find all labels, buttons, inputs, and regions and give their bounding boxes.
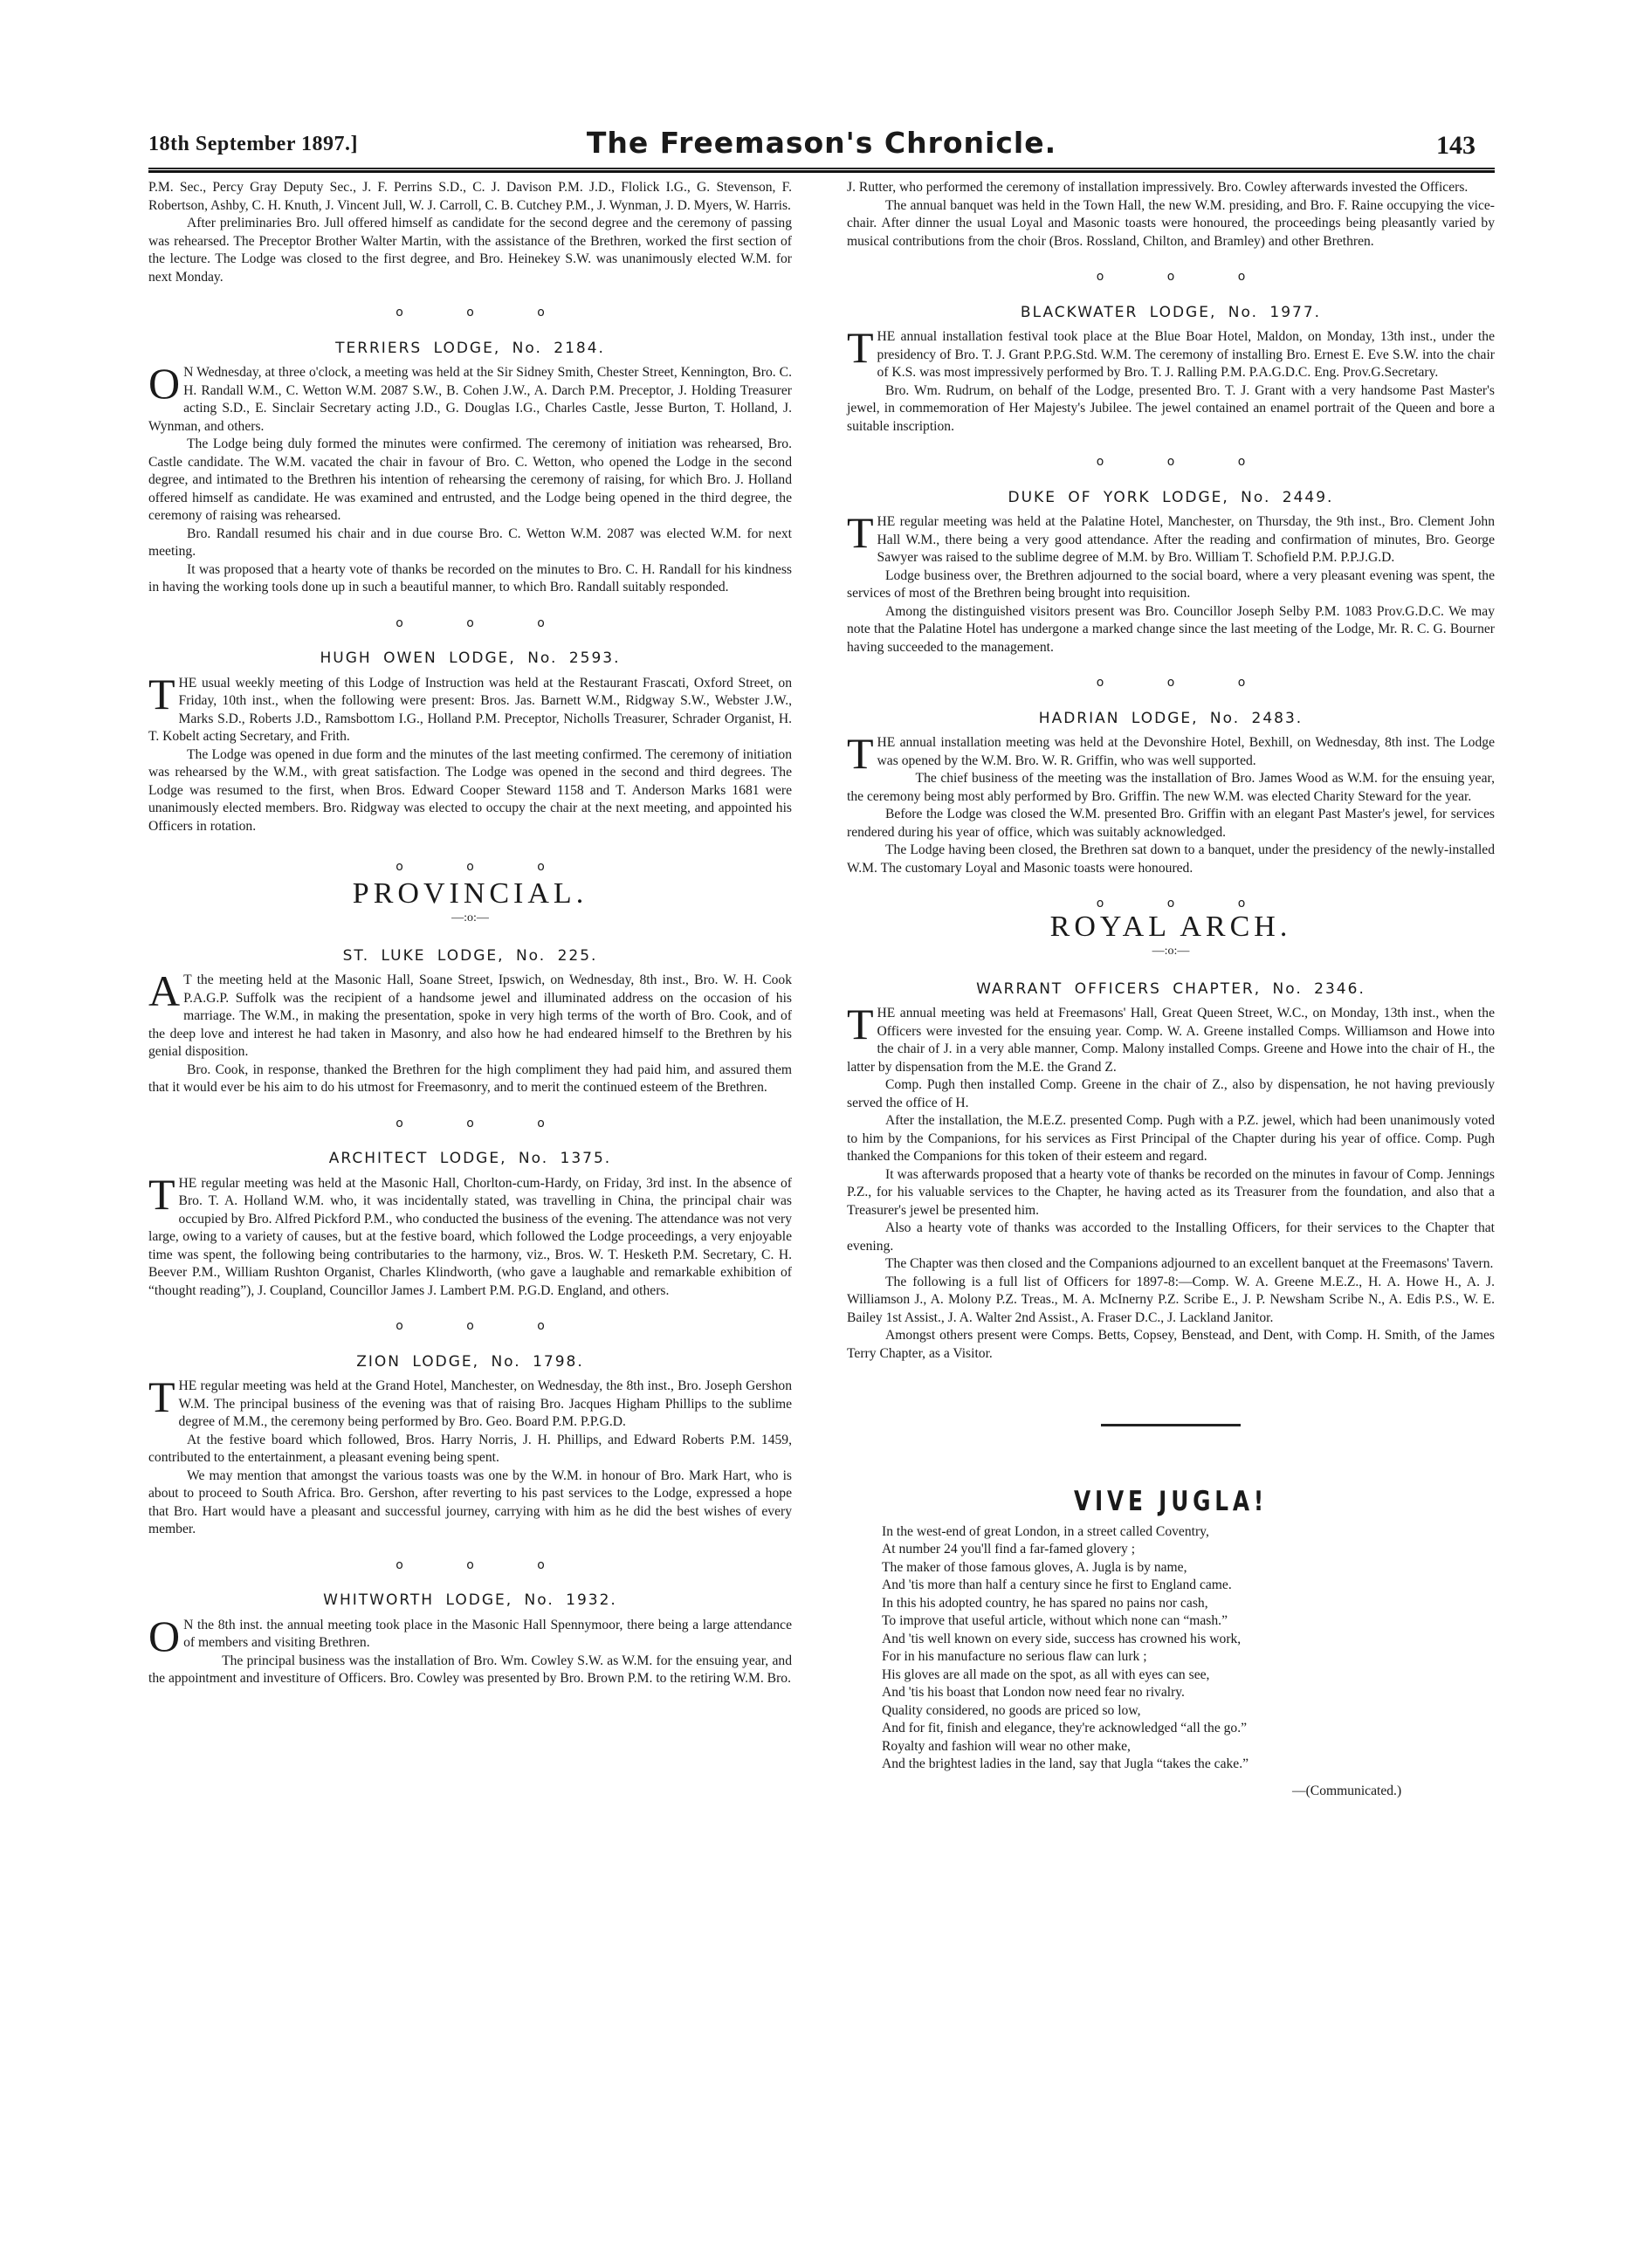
paragraph: At the festive board which followed, Bros. Harry Norris, J. H. Phillips, and Edward Roberts P.M. 1459, contributed to the entertainment, a pleasant evening being spent.: [148, 1432, 792, 1465]
lead-text: N Wednesday, at three o'clock, a meeting was held at the Sir Sidney Smith, Chester Street, Kennington, Bro. C. H. Randall W.M., C. Wetton W.M. 2087 S.W., B. Cohen J.W., A. Darch P.M. Preceptor, J. Holding Treasurer acting S.D., E. Sinclair Secretary acting J.D., G. Douglas I.G., Charles Castle, Jesse Burton, T. Holland, J. Wynman, and others.: [148, 365, 792, 434]
masthead: [148, 122, 1495, 173]
paragraph: The Lodge being duly formed the minutes were confirmed. The ceremony of initiation was rehearsed, Bro. Castle candidate. The W.M. vacated the chair in favour of Bro. C. Wetton, who opened the Lodge in the second degree, and intimated to the Brethren his intention of rehearsing the ceremony of raising, for which Bro. J. Holland offered himself as candidate. He was examined and entrusted, and the Lodge being opened in the third degree, the ceremony of raising was rehearsed.: [148, 436, 792, 523]
article-heading: ARCHITECT LODGE, No. 1375.: [328, 1150, 612, 1167]
article-heading: WARRANT OFFICERS CHAPTER, No. 2346.: [976, 979, 1365, 998]
section-separator: o o o: [396, 615, 574, 630]
section-heading-provincial: PROVINCIAL.: [352, 876, 588, 910]
poem-line: The maker of those famous gloves, A. Jugla is by name,: [882, 1559, 1187, 1575]
article-heading: TERRIERS LODGE, No. 2184.: [335, 339, 605, 357]
poem-body: [847, 1523, 1495, 1801]
lead-text: HE usual weekly meeting of this Lodge of Instruction was held at the Restaurant Frascati, Oxford Street, on Friday, 10th inst., when the following were present: Bros. Jas. Barnett W.M., Ridgway S.W., Webster J.W., Marks S.D., Roberts J.D., Ramsbottom I.G., Holland P.M. Preceptor, Nicholls Treasurer, Schrader Organist, H. T. Kobelt acting Secretary, and Frith.: [148, 675, 792, 744]
left-column: [148, 179, 792, 1688]
issue-date: 18th September 1897.]: [148, 133, 359, 155]
paragraph: It was proposed that a hearty vote of thanks be recorded on the minutes to Bro. C. H. Randall for his kindness in having the working tools done up in such a beautiful manner, to which Bro. Randall suitably responded.: [148, 561, 792, 594]
article-architect-lodge: [148, 1150, 792, 1300]
section-separator: o o o: [396, 1557, 574, 1572]
article-duke-of-york-lodge: [847, 489, 1495, 657]
paragraph: Lodge business over, the Brethren adjourned to the social board, where a very pleasant evening was spent, the services of most of the Brethren being brought into requisition.: [847, 567, 1495, 601]
lead-paragraph: [148, 1611, 792, 1660]
publication-title: The Freemason's Chronicle.: [586, 126, 1057, 160]
lead-text: HE annual installation festival took place at the Blue Boar Hotel, Maldon, on Monday, 13th inst., under the presidency of Bro. T. J. Grant P.P.G.Std. W.M. The ceremony of installing Bro. Ernest E. Eve S.W. into the chair of K.S. was most impressively performed by Bro. T. J. Ralling P.M. P.A.G.D.C. Eng. Prov.G.Secretary.: [877, 329, 1495, 380]
section-ornament: —:o:—: [451, 911, 489, 924]
article-terriers-lodge: [148, 340, 792, 597]
lead-paragraph: [148, 669, 792, 746]
paragraph: We may mention that amongst the various toasts was one by the W.M. in honour of Bro. Mark Hart, who is about to proceed to South Africa. Bro. Gershon, after reverting to his past services to the Lodge, expressed a hope that Bro. Hart would have a pleasant and successful journey, carrying with him as he did the best wishes of every member.: [148, 1467, 792, 1536]
drop-cap: T: [148, 1372, 175, 1421]
paragraph: Bro. Randall resumed his chair and in due course Bro. C. Wetton W.M. 2087 was elected W.M. for next meeting.: [148, 526, 792, 559]
drop-cap: T: [148, 669, 175, 718]
poem-line: And the brightest ladies in the land, say that Jugla “takes the cake.”: [882, 1756, 1249, 1771]
section-separator: o o o: [1096, 676, 1276, 690]
right-column: [847, 179, 1495, 1800]
drop-cap: T: [847, 729, 874, 778]
article-heading: HUGH OWEN LODGE, No. 2593.: [320, 649, 621, 667]
paragraph: It was afterwards proposed that a hearty vote of thanks be recorded on the minutes in favour of Comp. Jennings P.Z., for his valuable services to the Chapter, he having acted as its Treasurer from the foundation, and also that a Treasurer's jewel be presented him.: [847, 1166, 1495, 1218]
article-heading: ST. LUKE LODGE, No. 225.: [342, 946, 598, 965]
paragraph: After the installation, the M.E.Z. presented Comp. Pugh with a P.Z. jewel, which had been unanimously voted to him by the Companions, for his services as First Principal of the Chapter during his year of office. Comp. Pugh thanked the Companions for this token of their esteem and regard.: [847, 1113, 1495, 1164]
lead-text: HE annual installation meeting was held at the Devonshire Hotel, Bexhill, on Wednesday, 8th inst. The Lodge was opened by the W.M. Bro. W. R. Griffin, who was well supported.: [877, 735, 1495, 768]
drop-cap: O: [148, 359, 181, 408]
poem-line: In this his adopted country, he has spared no pains nor cash,: [882, 1595, 1208, 1611]
paragraph: The annual banquet was held in the Town Hall, the new W.M. presiding, and Bro. F. Raine occupying the vice-chair. After dinner the usual Loyal and Masonic toasts were honoured, the proceedings being pleasantly varied by musical contributions from the choir (Bros. Rossland, Chilton, and Bramley) and other Brethren.: [847, 197, 1495, 249]
poem-line: And 'tis more than half a century since he first to England came.: [882, 1577, 1232, 1592]
article-whitworth-lodge: [148, 1591, 792, 1688]
paragraph: Comp. Pugh then installed Comp. Greene in the chair of Z., also by dispensation, he not having previously served the office of H.: [847, 1077, 1495, 1110]
lead-paragraph: [148, 1169, 792, 1301]
section-separator: o o o: [1096, 270, 1276, 284]
poem-line: At number 24 you'll find a far-famed glovery ;: [882, 1542, 1136, 1557]
lead-paragraph: [847, 729, 1495, 778]
drop-cap: T: [148, 1169, 175, 1219]
paragraph: Bro. Wm. Rudrum, on behalf of the Lodge, presented Bro. T. J. Grant with a very handsome Past Master's jewel, in commemoration of Her Majesty's Jubilee. The jewel contained an enamel portrait of the Queen and bore a suitable inscription.: [847, 382, 1495, 434]
paragraph: The Lodge having been closed, the Brethren sat down to a banquet, under the presidency of the newly-installed W.M. The customary Loyal and Masonic toasts were honoured.: [847, 842, 1495, 876]
article-heading: DUKE OF YORK LODGE, No. 2449.: [1008, 488, 1334, 506]
paragraph: P.M. Sec., Percy Gray Deputy Sec., J. F. Perrins S.D., C. J. Davison P.M. J.D., Flolick I.G., G. Stevenson, F. Robertson, Ashby, C. H. Knuth, J. Vincent Jull, W. J. Carroll, C. B. Cutchey P.M., J. Wynman, J. D. Myers, W. Harris.: [148, 180, 792, 213]
poem-line: And for fit, finish and elegance, they're acknowledged “all the go.”: [882, 1721, 1248, 1735]
article-continuation-whitworth: [847, 179, 1495, 251]
paragraph: Bro. Cook, in response, thanked the Brethren for the high compliment they had paid him, and assured them that it would ever be his aim to do his utmost for Freemasonry, and to merit the continued esteem of the Brethren.: [148, 1062, 792, 1095]
article-heading: ZION LODGE, No. 1798.: [356, 1352, 584, 1371]
article-st-luke-lodge: [148, 947, 792, 1097]
paragraph: After preliminaries Bro. Jull offered himself as candidate for the second degree and the ceremony of passing was rehearsed. The Preceptor Brother Walter Martin, with the assistance of the Brethren, worked the first section of the lecture. The Lodge was closed to the first degree, and Bro. Heinekey S.W. was unanimously elected W.M. for next Monday.: [148, 216, 792, 285]
poem-line: In the west-end of great London, in a street called Coventry,: [882, 1523, 1209, 1539]
lead-paragraph: [847, 323, 1495, 382]
paragraph: Among the distinguished visitors present was Bro. Councillor Joseph Selby P.M. 1083 Prov.G.D.C. We may note that the Palatine Hotel has undergone a marked change since the last meeting of the Lodge, Mr. R. C. G. Bourner having succeeded to the management.: [847, 603, 1495, 655]
drop-cap: T: [847, 323, 874, 372]
poem-signature: —(Communicated.): [1292, 1783, 1402, 1798]
lead-paragraph: [148, 1372, 792, 1432]
article-heading: WHITWORTH LODGE, No. 1932.: [323, 1591, 617, 1609]
paragraph: The following is a full list of Officers for 1897-8:—Comp. W. A. Greene M.E.Z., H. A. Howe H., A. J. Williamson J., A. Molony P.Z. Treas., M. A. McInerny P.Z. Scribe E., J. P. Newsham Scribe N., A. Edis P.S., W. E. Bailey 1st Assist., J. A. Walter 2nd Assist., A. Fraser D.C., J. Lackland Janitor.: [847, 1274, 1495, 1325]
article-blackwater-lodge: [847, 304, 1495, 436]
article-zion-lodge: [148, 1353, 792, 1539]
article-heading: HADRIAN LODGE, No. 2483.: [1038, 709, 1304, 727]
section-separator: o o o: [396, 1116, 574, 1131]
article-hugh-owen-lodge: [148, 649, 792, 835]
section-separator: o o o: [1096, 455, 1276, 469]
poem-line: To improve that useful article, without which none can “mash.”: [882, 1613, 1228, 1628]
lead-text: T the meeting held at the Masonic Hall, Soane Street, Ipswich, on Wednesday, 8th inst., Bro. W. H. Cook P.A.G.P. Suffolk was the recipient of a handsome jewel and illuminated address on the occasion of his marriage. The W.M., in making the presentation, spoke in very high terms of the worth of Bro. Cook, and of the deep love and interest he had taken in Masonry, and also how he had endeared himself to the Brethren by his genial disposition.: [148, 972, 792, 1059]
section-heading-royal-arch: ROYAL ARCH.: [1049, 910, 1292, 943]
lead-paragraph: [847, 508, 1495, 567]
paragraph: The Chapter was then closed and the Companions adjourned to an excellent banquet at the Freemasons' Tavern.: [885, 1256, 1494, 1271]
section-separator: o o o: [396, 1319, 574, 1333]
paragraph: Before the Lodge was closed the W.M. presented Bro. Griffin with an elegant Past Master's jewel, for services rendered during his year of office, which was suitably acknowledged.: [847, 807, 1495, 840]
paragraph: The chief business of the meeting was the installation of Bro. James Wood as W.M. for the ensuing year, the ceremony being most ably performed by Bro. Griffin. The new W.M. was elected Charity Steward for the year.: [847, 771, 1495, 804]
article-warrant-officers-chapter: [847, 980, 1495, 1364]
section-separator: o o o: [396, 306, 574, 320]
poem-title: VIVE JUGLA!: [1073, 1486, 1269, 1517]
article-continuation: [148, 179, 792, 286]
section-separator: o o o: [396, 860, 574, 874]
poem-line: His gloves are all made on the spot, as all with eyes can see,: [882, 1667, 1210, 1682]
drop-cap: A: [148, 966, 181, 1015]
short-divider-rule: [1101, 1424, 1241, 1426]
lead-text: HE regular meeting was held at the Masonic Hall, Chorlton-cum-Hardy, on Friday, 3rd inst. In the absence of Bro. T. A. Holland W.M. who, it was incidentally stated, was travelling in China, the principal chair was occupied by Bro. Alfred Pickford P.M., who conducted the business of the evening. The attendance was not very large, owing to a variety of causes, but at the festive board, which followed the Lodge proceedings, a very enjoyable time was spent, the following being contributaries to the harmony, viz., Bros. W. T. Hesketh P.M. Secretary, C. H. Beever P.M., William Rushton Organist, Charles Klindworth, (who gave a laughable and remarkable exhibition of “thought reading”), J. Coupland, Councillor James J. Lambert P.M. P.G.D. England, and others.: [148, 1175, 792, 1298]
lead-text: N the 8th inst. the annual meeting took place in the Masonic Hall Spennymoor, there being a large attendance of members and visiting Brethren.: [183, 1617, 792, 1650]
page-number: 143: [1436, 131, 1475, 160]
drop-cap: O: [148, 1611, 181, 1660]
lead-paragraph: [847, 1000, 1495, 1076]
drop-cap: T: [847, 1000, 874, 1048]
poem-line: And 'tis his boast that London now need fear no rivalry.: [882, 1685, 1185, 1700]
paragraph: The Lodge was opened in due form and the minutes of the last meeting confirmed. The ceremony of initiation was rehearsed by the W.M., with great satisfaction. The Lodge was opened in the second and third degrees. The Lodge was resumed to the first, when Bros. Edward Cooper Steward 1158 and T. Anderson Marks 1681 were unanimously elected members. Bro. Ridgway was elected to occupy the chair at the next meeting, and appointed his Officers in rotation.: [148, 746, 792, 834]
poem-line: Royalty and fashion will wear no other make,: [882, 1738, 1131, 1754]
lead-paragraph: [148, 966, 792, 1062]
poem-line: And 'tis well known on every side, success has crowned his work,: [882, 1631, 1242, 1646]
article-heading: BLACKWATER LODGE, No. 1977.: [1020, 303, 1322, 321]
paragraph: The principal business was the installation of Bro. Wm. Cowley S.W. as W.M. for the ensuing year, and the appointment and investiture of Officers. Bro. Cowley was presented by Bro. Brown P.M. to the retiring W.M. Bro.: [148, 1653, 792, 1686]
lead-text: HE regular meeting was held at the Palatine Hotel, Manchester, on Thursday, the 9th inst., Bro. Clement John Hall W.M., there being a very good attendance. After the reading and confirmation of minutes, Bro. George Sawyer was raised to the sublime degree of M.M. by Bro. William T. Schofield P.M. P.P.J.G.D.: [877, 514, 1495, 565]
drop-cap: T: [847, 508, 874, 557]
poem-line: For in his manufacture no serious flaw can lurk ;: [882, 1649, 1147, 1664]
paragraph: J. Rutter, who performed the ceremony of installation impressively. Bro. Cowley afterwards invested the Officers.: [847, 180, 1469, 195]
paragraph: Amongst others present were Comps. Betts, Copsey, Benstead, and Dent, with Comp. H. Smith, of the James Terry Chapter, as a Visitor.: [847, 1328, 1495, 1361]
poem-vive-jugla: [847, 1486, 1495, 1800]
article-hadrian-lodge: [847, 710, 1495, 878]
section-ornament: —:o:—: [1152, 945, 1190, 958]
lead-text: HE annual meeting was held at Freemasons' Hall, Great Queen Street, W.C., on Monday, 13th inst., when the Officers were invested for the ensuing year. Comp. W. A. Greene installed Comps. Williamson and Howe into the chair of J. in a very able manner, Comp. Malony installed Comps. Greene and Howe into the chair of H., the latter by dispensation from the M.E. the Grand Z.: [847, 1006, 1495, 1075]
paragraph: Also a hearty vote of thanks was accorded to the Installing Officers, for their services to the Chapter that evening.: [847, 1220, 1495, 1254]
lead-paragraph: [148, 359, 792, 436]
masthead-rule: [148, 168, 1495, 173]
section-separator: o o o: [1096, 897, 1276, 911]
poem-line: Quality considered, no goods are priced so low,: [882, 1702, 1141, 1718]
lead-text: HE regular meeting was held at the Grand Hotel, Manchester, on Wednesday, the 8th inst., Bro. Joseph Gershon W.M. The principal business of the evening was that of raising Bro. Jacques Higham Phillips to the sublime degree of M.M., the ceremony being performed by Bro. Geo. Board P.M. P.P.G.D.: [178, 1378, 792, 1429]
